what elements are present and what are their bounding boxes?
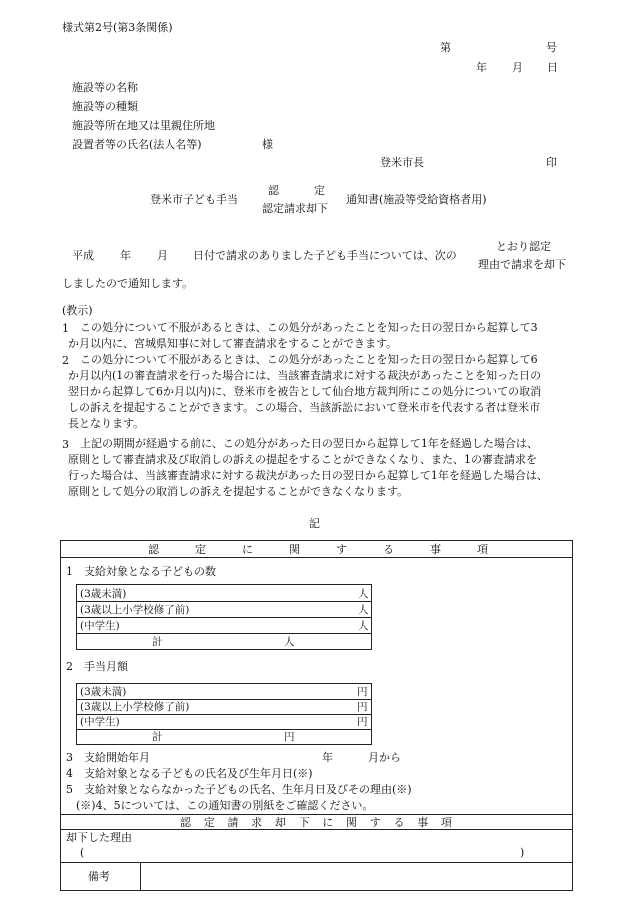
child-count-row-unit: 人 (358, 620, 369, 632)
section2-header-divider (60, 829, 573, 830)
title-option-approve-b: 定 (314, 184, 325, 197)
notice-item-1-line: この処分について不服があるときは、この処分があったことを知った日の翌日から起算して3 (80, 321, 538, 334)
notice-item-1 (80, 320, 580, 336)
section1-header (148, 544, 488, 555)
notice-item-3-line: 行った場合は、当該審査請求に対する裁決があった日の翌日から起算して1年を経過した場合は、 (68, 469, 548, 482)
reason-paren-open: ( (80, 846, 85, 859)
child-count-total-unit: 人 (284, 636, 295, 648)
section1-header-char: 関 (289, 543, 300, 556)
notice-item-2 (80, 352, 580, 368)
child-count-row-unit: 人 (358, 588, 369, 600)
item1-label: 1 支給対象となる子どもの数 (66, 565, 216, 578)
section1-header-char: る (383, 543, 394, 556)
allowance-row-unit: 円 (357, 716, 368, 728)
facility-address-label: 施設等所在地又は里親住所地 (72, 119, 215, 132)
child-count-total-label: 計 (152, 636, 163, 648)
allowance-row-unit: 円 (357, 701, 368, 713)
item3-label: 3 支給開始年月 (66, 751, 150, 764)
section2-header-char: に (322, 816, 334, 829)
notice-item-3-line: 原則として審査請求及び取消しの訴えの提起をすることができなくなり、また、1の審査請求を (68, 453, 537, 466)
allowance-total-unit: 円 (284, 731, 295, 743)
body-text-2: しましたので通知します。 (62, 277, 194, 290)
notice-item-2-line: 翌日から起算して6か月以内)に、登米市を被告として仙台地方裁判所にこの処分についての取消 (68, 385, 542, 398)
allowance-row-label: (3歳以上小学校修了前) (80, 701, 190, 713)
section2-header-char: 却 (274, 816, 286, 829)
section2-header-char: 求 (251, 816, 263, 829)
notice-item-3-cont (68, 452, 578, 500)
allowance-total-label: 計 (152, 731, 163, 743)
notice-item-1-number: 1 (62, 322, 69, 335)
row-divider (76, 729, 372, 730)
section1-divider (60, 814, 573, 815)
title-option-approve-a: 認 (268, 184, 279, 197)
section2-header (180, 817, 452, 828)
body-option-reject: 理由で請求を却下 (478, 258, 566, 271)
date-month: 月 (512, 61, 523, 74)
remarks-divider (60, 862, 573, 863)
section1-header-divider (60, 557, 573, 558)
child-count-row-label: (3歳未満) (80, 588, 127, 600)
facility-type-label: 施設等の種類 (72, 100, 138, 113)
founder-name-label: 設置者等の氏名(法人名等) (72, 138, 202, 151)
section1-header-char: 認 (148, 543, 159, 556)
title-right: 通知書(施設等受給資格者用) (346, 193, 487, 206)
row-divider (76, 601, 372, 602)
seal-mark: 印 (546, 156, 557, 169)
notice-item-2-line: 長となります。 (68, 417, 145, 430)
title-option-reject: 認定請求却下 (262, 202, 328, 215)
date-day: 日 (547, 61, 558, 74)
reject-reason-label: 却下した理由 (66, 831, 132, 844)
section1-header-char: 定 (195, 543, 206, 556)
ki-mark: 記 (309, 517, 320, 530)
section2-header-char: る (393, 816, 405, 829)
doc-number-suffix: 号 (546, 41, 557, 54)
item4-label: 4 支給対象となる子どもの氏名及び生年月日(※) (66, 767, 313, 780)
section2-header-char: 請 (227, 816, 239, 829)
section2-header-char: 事 (417, 816, 429, 829)
section1-header-char: 項 (477, 543, 488, 556)
body-month: 月 (157, 249, 168, 262)
allowance-row-unit: 円 (357, 686, 368, 698)
body-year: 年 (120, 249, 131, 262)
child-count-row-unit: 人 (358, 604, 369, 616)
remarks-label: 備考 (88, 870, 110, 883)
notice-item-1-cont (68, 336, 578, 352)
reason-paren-close: ) (520, 846, 525, 859)
notice-item-3-line: 原則として処分の取消しの訴えを提起することができなくなります。 (68, 485, 409, 498)
section2-header-char: 項 (440, 816, 452, 829)
honorific: 様 (262, 138, 273, 151)
section2-header-char: 認 (180, 816, 191, 829)
section2-header-char: 定 (203, 816, 215, 829)
notice-item-3 (80, 436, 580, 452)
issuer-title: 登米市長 (380, 156, 424, 169)
doc-number-prefix: 第 (440, 41, 451, 54)
notice-item-2-cont (68, 368, 578, 432)
notice-item-3-number: 3 (62, 438, 69, 451)
child-count-row-label: (中学生) (80, 620, 120, 632)
notice-item-2-number: 2 (62, 354, 69, 367)
notice-item-1-line: か月以内に、宮城県知事に対して審査請求をすることができます。 (68, 337, 398, 350)
facility-name-label: 施設等の名称 (72, 81, 138, 94)
notice-item-2-line: か月以内(1の審査請求を行った場合には、当該審査請求に対する裁決があったことを知った日の (68, 369, 542, 382)
section2-header-char: す (369, 816, 381, 829)
item3-year: 年 (322, 751, 333, 764)
section2-header-char: 下 (298, 816, 310, 829)
attachment-note: (※)4、5については、この通知書の別紙をご確認ください。 (76, 799, 374, 812)
allowance-row-label: (中学生) (80, 716, 120, 728)
section2-header-char: 関 (346, 816, 358, 829)
section1-header-char: 事 (430, 543, 441, 556)
section1-header-char: す (336, 543, 347, 556)
body-option-approve: とおり認定 (496, 240, 551, 253)
notice-heading: (教示) (62, 304, 93, 317)
item2-label: 2 手当月額 (66, 660, 128, 673)
row-divider (76, 633, 372, 634)
body-era: 平成 (72, 249, 94, 262)
form-number: 様式第2号(第3条関係) (62, 21, 173, 34)
notice-item-3-line: 上記の期間が経過する前に、この処分があった日の翌日から起算して1年を経過した場合は、 (80, 437, 538, 450)
row-divider (76, 699, 372, 700)
item5-label: 5 支給対象とならなかった子どもの氏名、生年月日及びその理由(※) (66, 783, 412, 796)
notice-item-2-line: しの訴えを提起することができます。この場合、当該訴訟において登米市を代表する者は登米市 (68, 401, 541, 414)
title-left: 登米市子ども手当 (150, 193, 238, 206)
item3-month: 月から (368, 751, 401, 764)
child-count-row-label: (3歳以上小学校修了前) (80, 604, 190, 616)
body-text-1: 日付で請求のありました子ども手当については、次の (193, 249, 457, 262)
allowance-row-label: (3歳未満) (80, 686, 127, 698)
row-divider (76, 714, 372, 715)
remarks-column-divider (140, 862, 141, 891)
notice-item-2-line: この処分について不服があるときは、この処分があったことを知った日の翌日から起算して6 (80, 353, 538, 366)
date-year: 年 (476, 61, 487, 74)
section1-header-char: に (242, 543, 253, 556)
row-divider (76, 617, 372, 618)
